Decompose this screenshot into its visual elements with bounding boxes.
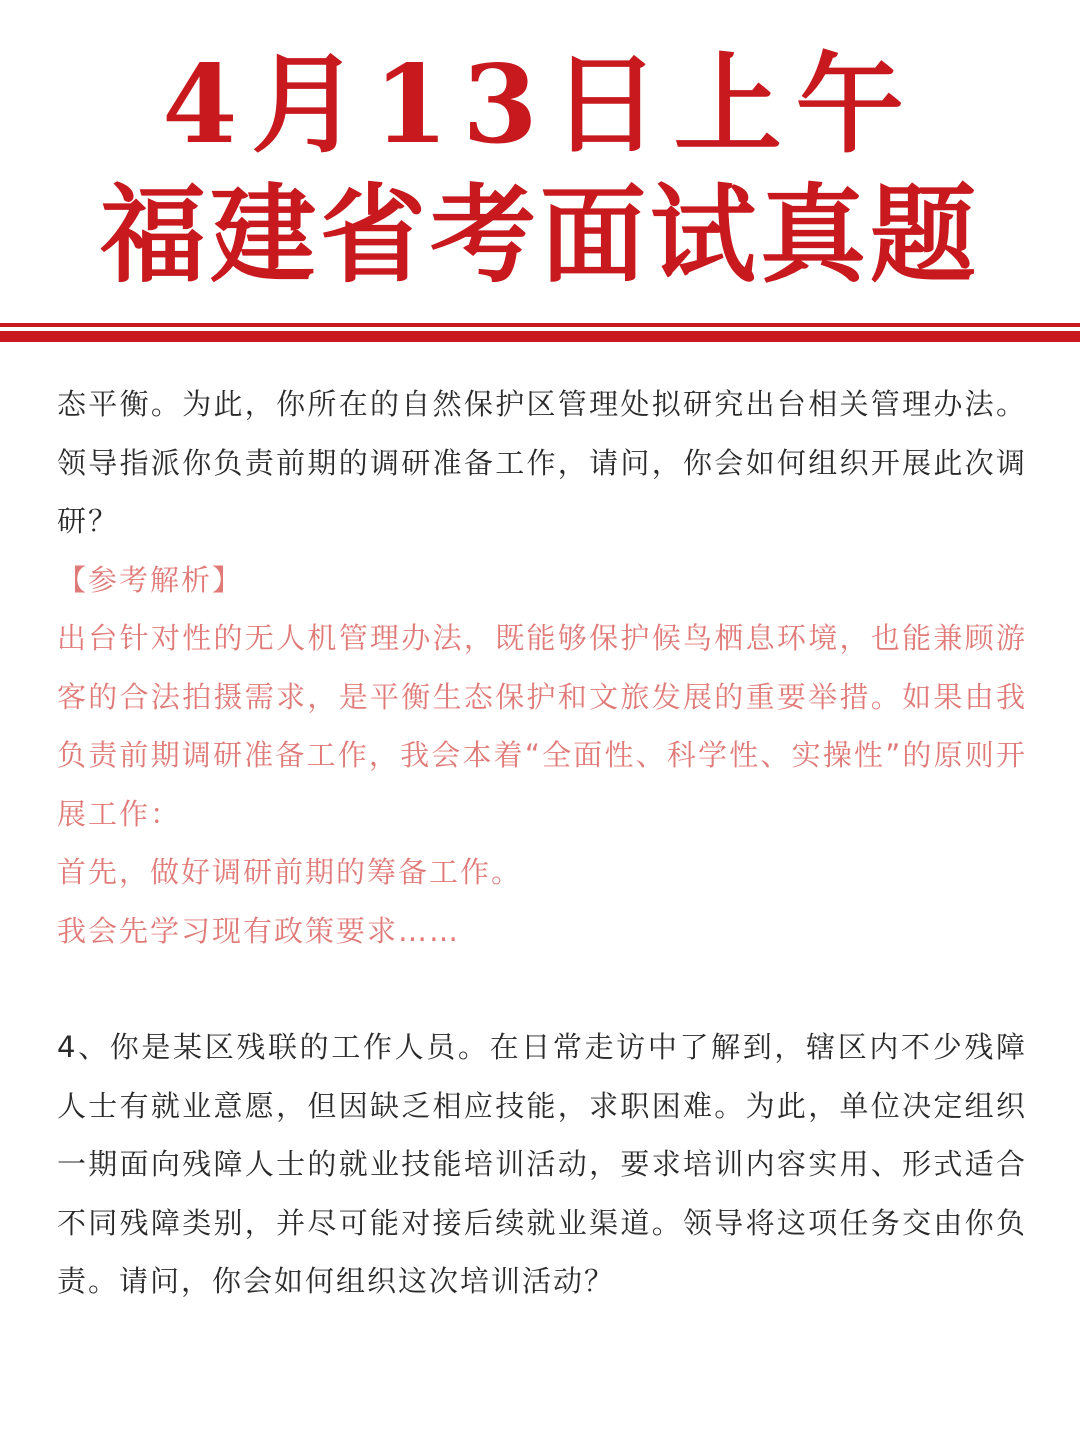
analysis-label: 【参考解析】 xyxy=(57,562,244,597)
divider-thick xyxy=(0,331,1080,342)
divider-thin xyxy=(0,323,1080,327)
header xyxy=(0,0,1080,330)
analysis-step-1-detail: 我会先学习现有政策要求…… xyxy=(57,913,461,948)
analysis-step-1: 首先，做好调研前期的筹备工作。 xyxy=(57,855,523,889)
analysis-intro: 出台针对性的无人机管理办法，既能够保护候鸟栖息环境，也能兼顾游客的合法拍摄需求，是平衡生态保护和文旅发展的重要举措。如果由我负责前期调研准备工作，我会本着“全面性、科学性、实操性”的原则开展工作： xyxy=(57,621,1027,831)
page-title-line2: 福建省考面试真题 xyxy=(100,172,980,297)
question-3-tail: 态平衡。为此，你所在的自然保护区管理处拟研究出台相关管理办法。领导指派你负责前期的调研准备工作，请问，你会如何组织开展此次调研？ xyxy=(57,387,1027,538)
section-gap xyxy=(57,960,1027,1018)
question-4: 4、你是某区残联的工作人员。在日常走访中了解到，辖区内不少残障人士有就业意愿，但因缺乏相应技能，求职困难。为此，单位决定组织一期面向残障人士的就业技能培训活动，要求培训内容实用、形式适合不同残障类别，并尽可能对接后续就业渠道。领导将这项任务交由你负责。请问，你会如何组织这次培训活动？ xyxy=(57,1030,1027,1298)
article-body xyxy=(57,375,1027,1311)
page-title-line1: 4月13日上午 xyxy=(162,42,918,168)
